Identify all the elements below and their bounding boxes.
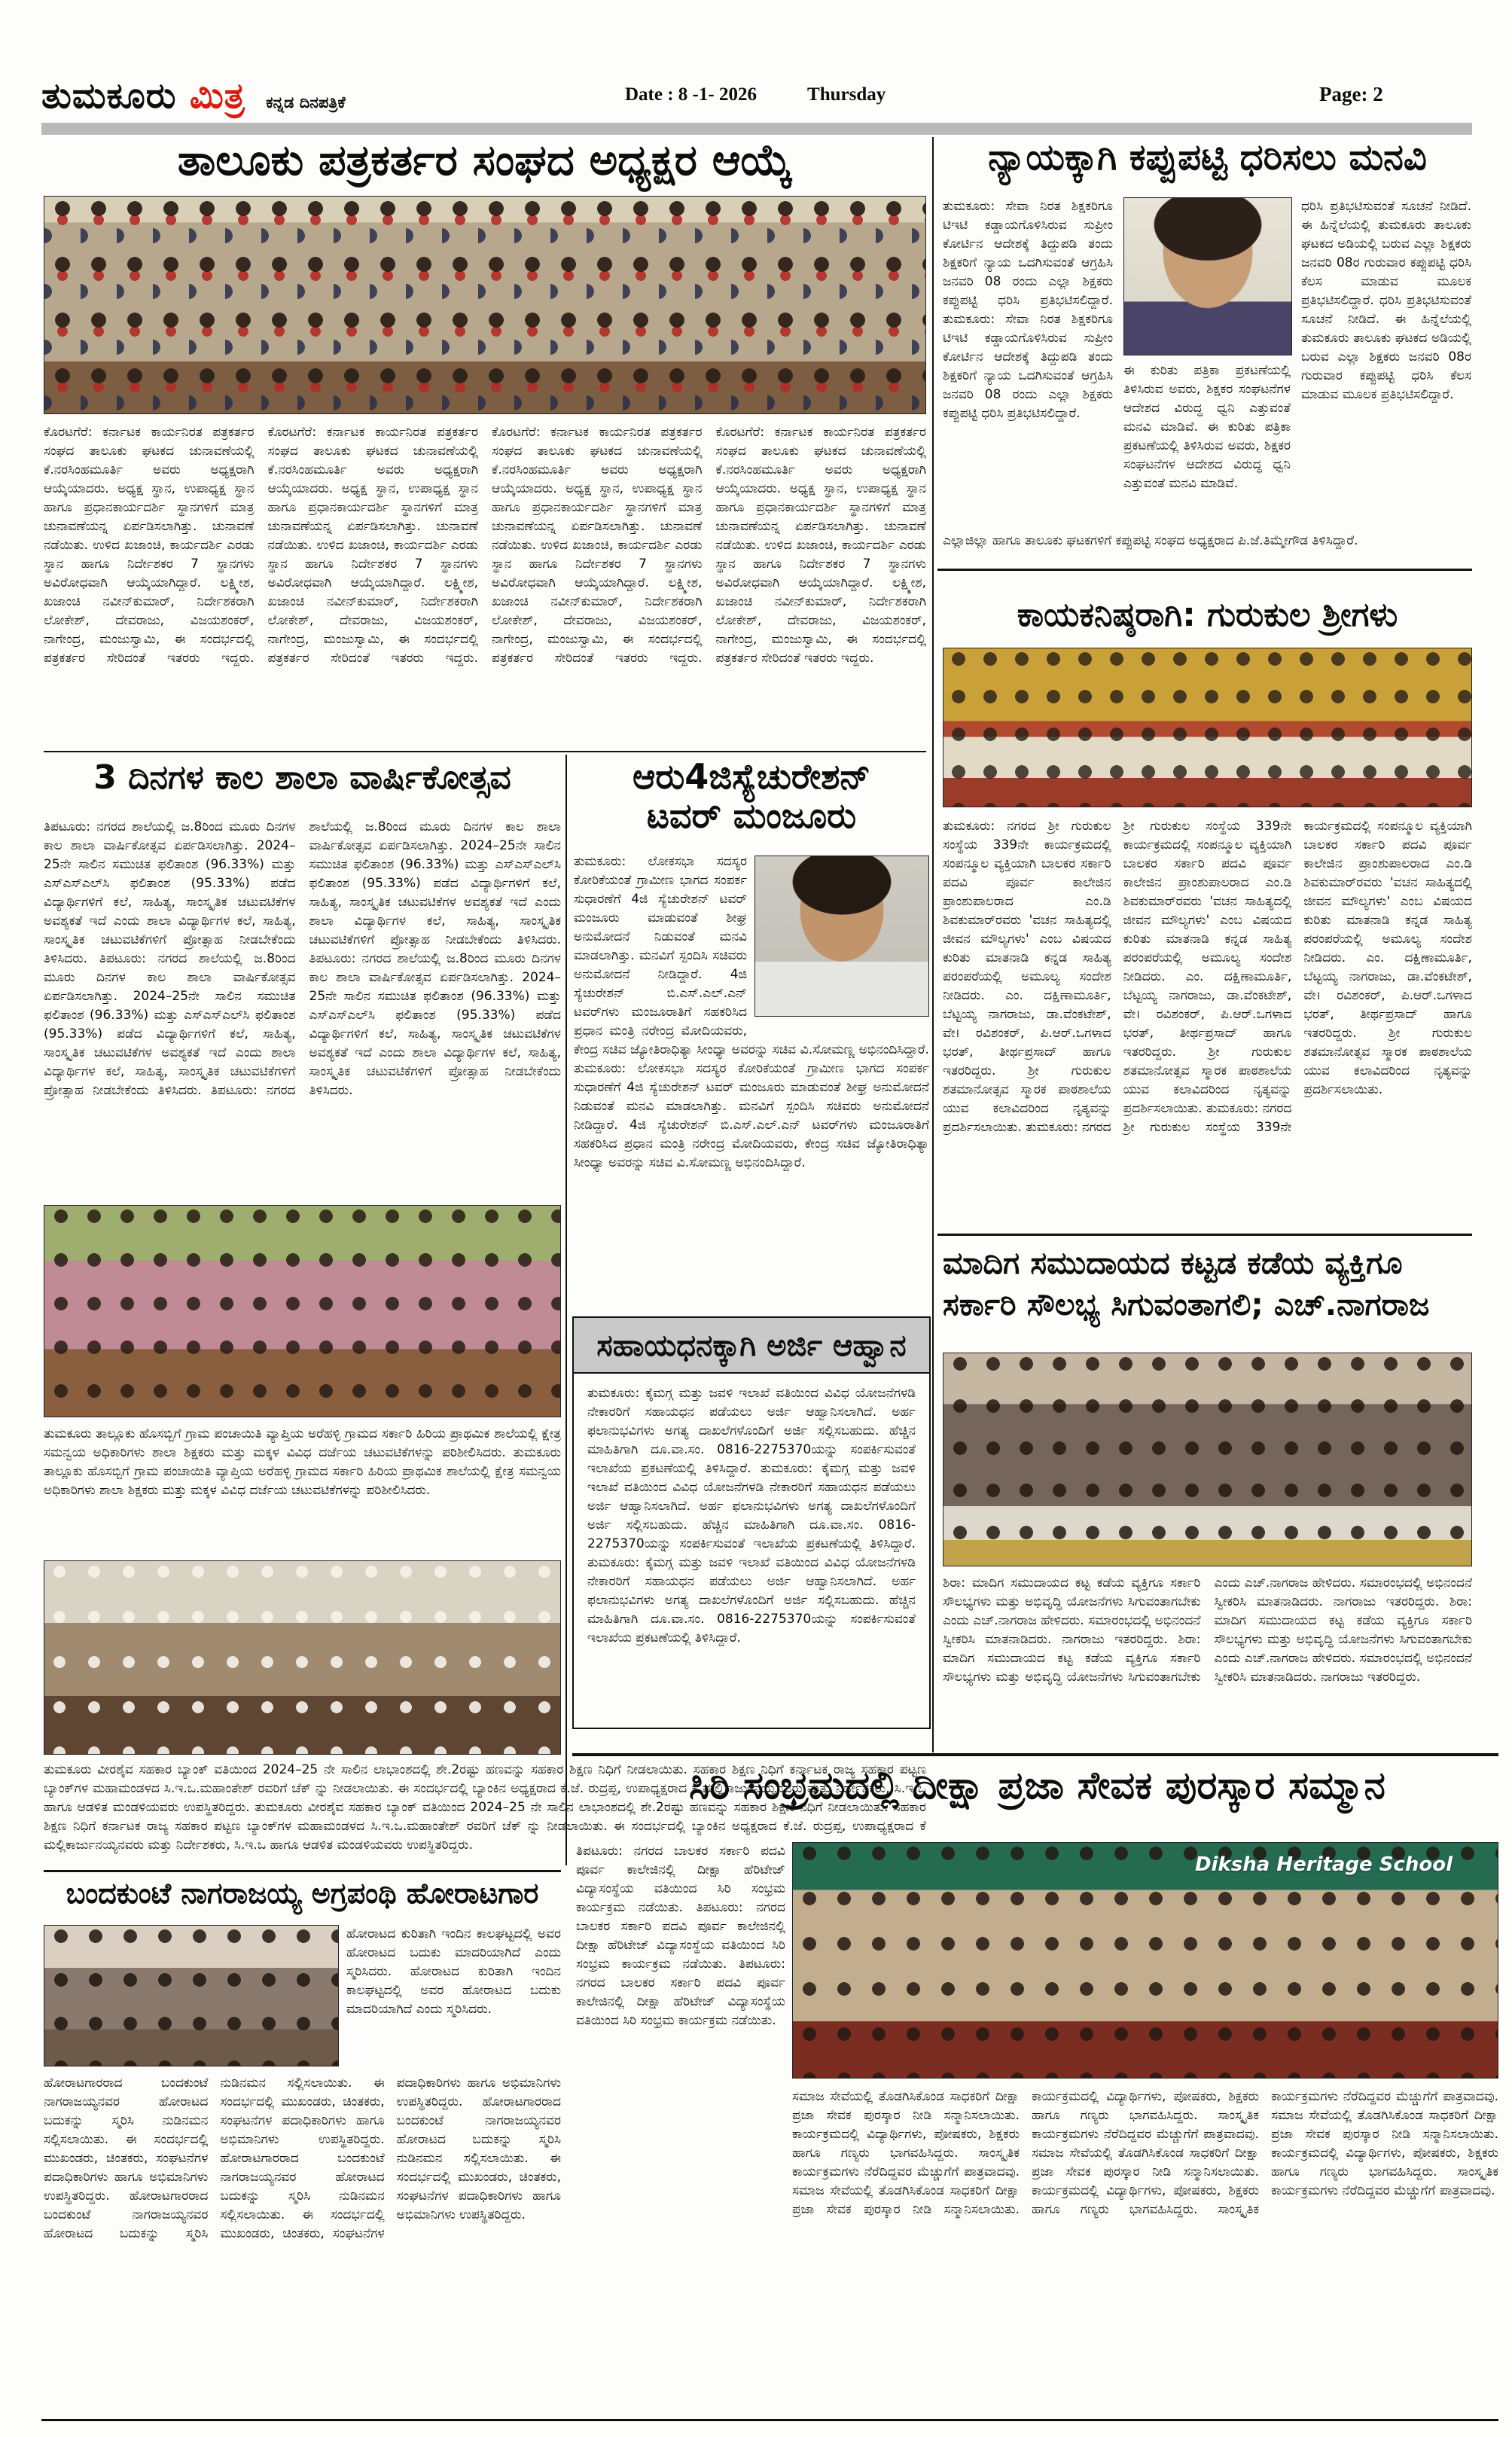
divider xyxy=(572,1753,1498,1756)
tower-body xyxy=(574,852,929,1310)
subsidy-body: ತುಮಕೂರು: ಕೈಮಗ್ಗ ಮತ್ತು ಜವಳಿ ಇಲಾಖೆ ವತಿಯಿಂದ ವಿವಿಧ ಯೋಜನೆಗಳಡಿ ನೇಕಾರರಿಗೆ ಸಹಾಯಧನ ಪಡೆಯಲು ಅರ್ಜಿ ಆಹ್ವಾನಿಸಲಾಗಿದೆ. ಅರ್ಹ ಫಲಾನುಭವಿಗಳು ಅಗತ್ಯ ದಾಖಲೆಗಳೊಂದಿಗೆ ಅರ್ಜಿ ಸಲ್ಲಿಸಬಹುದು. ಹೆಚ್ಚಿನ ಮಾಹಿತಿಗಾಗಿ ದೂ.ವಾ.ಸಂ. 0816-2275370ಯನ್ನು ಸಂಪರ್ಕಿಸುವಂತೆ ಇಲಾಖೆಯ ಪ್ರಕಟಣೆಯಲ್ಲಿ ತಿಳಿಸಿದ್ದಾರೆ. ತುಮಕೂರು: ಕೈಮಗ್ಗ ಮತ್ತು ಜವಳಿ ಇಲಾಖೆ ವತಿಯಿಂದ ವಿವಿಧ ಯೋಜನೆಗಳಡಿ ನೇಕಾರರಿಗೆ ಸಹಾಯಧನ ಪಡೆಯಲು ಅರ್ಜಿ ಆಹ್ವಾನಿಸಲಾಗಿದೆ. ಅರ್ಹ ಫಲಾನುಭವಿಗಳು ಅಗತ್ಯ ದಾಖಲೆಗಳೊಂದಿಗೆ ಅರ್ಜಿ ಸಲ್ಲಿಸಬಹುದು. ಹೆಚ್ಚಿನ ಮಾಹಿತಿಗಾಗಿ ದೂ.ವಾ.ಸಂ. 0816-2275370ಯನ್ನು ಸಂಪರ್ಕಿಸುವಂತೆ ಇಲಾಖೆಯ ಪ್ರಕಟಣೆಯಲ್ಲಿ ತಿಳಿಸಿದ್ದಾರೆ. ತುಮಕೂರು: ಕೈಮಗ್ಗ ಮತ್ತು ಜವಳಿ ಇಲಾಖೆ ವತಿಯಿಂದ ವಿವಿಧ ಯೋಜನೆಗಳಡಿ ನೇಕಾರರಿಗೆ ಸಹಾಯಧನ ಪಡೆಯಲು ಅರ್ಜಿ ಆಹ್ವಾನಿಸಲಾಗಿದೆ. ಅರ್ಹ ಫಲಾನುಭವಿಗಳು ಅಗತ್ಯ ದಾಖಲೆಗಳೊಂದಿಗೆ ಅರ್ಜಿ ಸಲ್ಲಿಸಬಹುದು. ಹೆಚ್ಚಿನ ಮಾಹಿತಿಗಾಗಿ ದೂ.ವಾ.ಸಂ. 0816-2275370ಯನ್ನು ಸಂಪರ್ಕಿಸುವಂತೆ ಇಲಾಖೆಯ ಪ್ರಕಟಣೆಯಲ್ಲಿ ತಿಳಿಸಿದ್ದಾರೆ. xyxy=(587,1386,916,1646)
siri-left-column: ತಿಪಟೂರು: ನಗರದ ಬಾಲಕರ ಸರ್ಕಾರಿ ಪದವಿ ಪೂರ್ವ ಕಾಲೇಜಿನಲ್ಲಿ ದೀಕ್ಷಾ ಹೆರಿಟೇಜ್ ವಿದ್ಯಾಸಂಸ್ಥೆಯ ವತಿಯಿಂದ ಸಿರಿ ಸಂಭ್ರಮ ಕಾರ್ಯಕ್ರಮ ನಡೆಯಿತು. ತಿಪಟೂರು: ನಗರದ ಬಾಲಕರ ಸರ್ಕಾರಿ ಪದವಿ ಪೂರ್ವ ಕಾಲೇಜಿನಲ್ಲಿ ದೀಕ್ಷಾ ಹೆರಿಟೇಜ್ ವಿದ್ಯಾಸಂಸ್ಥೆಯ ವತಿಯಿಂದ ಸಿರಿ ಸಂಭ್ರಮ ಕಾರ್ಯಕ್ರಮ ನಡೆಯಿತು. ತಿಪಟೂರು: ನಗರದ ಬಾಲಕರ ಸರ್ಕಾರಿ ಪದವಿ ಪೂರ್ವ ಕಾಲೇಜಿನಲ್ಲಿ ದೀಕ್ಷಾ ಹೆರಿಟೇಜ್ ವಿದ್ಯಾಸಂಸ್ಥೆಯ ವತಿಯಿಂದ ಸಿರಿ ಸಂಭ್ರಮ ಕಾರ್ಯಕ್ರಮ ನಡೆಯಿತು. xyxy=(576,1844,785,2028)
divider xyxy=(44,751,926,752)
bank-cheque-caption: ತುಮಕೂರು ವೀರಶೈವ ಸಹಕಾರ ಬ್ಯಾಂಕ್ ವತಿಯಿಂದ 2024–25 ನೇ ಸಾಲಿನ ಲಾಭಾಂಶದಲ್ಲಿ ಶೇ.2ರಷ್ಟು ಹಣವನ್ನು ಸಹಕಾರ ಶಿಕ್ಷಣ ನಿಧಿಗೆ ನೀಡಲಾಯಿತು. ಸಹಕಾರ ಶಿಕ್ಷಣ ನಿಧಿಗೆ ಕರ್ನಾಟಕ ರಾಜ್ಯ ಸಹಕಾರ ಪಟ್ಟಣ ಬ್ಯಾಂಕ್‌ಗಳ ಮಹಾಮಂಡಳದ ಸಿ.ಇ.ಒ.ಮಹಾಂತೇಶ್ ರವರಿಗೆ ಚೆಕ್ ನ್ನು ನೀಡಲಾಯಿತು. ಈ ಸಂದರ್ಭದಲ್ಲಿ ಬ್ಯಾಂಕಿನ ಅಧ್ಯಕ್ಷರಾದ ಕೆ.ಜೆ. ರುದ್ರಪ್ಪ, ಉಪಾಧ್ಯಕ್ಷರಾದ ಕೆ ಮಲ್ಲಿಕಾರ್ಜುನಯ್ಯನವರು ಮತ್ತು ನಿರ್ದೇಶಕರು, ಸಿ.ಇ.ಒ ಹಾಗೂ ಆಡಳಿತ ಮಂಡಳಿಯವರು ಉಪಸ್ಥಿತರಿದ್ದರು. ತುಮಕೂರು ವೀರಶೈವ ಸಹಕಾರ ಬ್ಯಾಂಕ್ ವತಿಯಿಂದ 2024–25 ನೇ ಸಾಲಿನ ಲಾಭಾಂಶದಲ್ಲಿ ಶೇ.2ರಷ್ಟು ಹಣವನ್ನು ಸಹಕಾರ ಶಿಕ್ಷಣ ನಿಧಿಗೆ ನೀಡಲಾಯಿತು. ಸಹಕಾರ ಶಿಕ್ಷಣ ನಿಧಿಗೆ ಕರ್ನಾಟಕ ರಾಜ್ಯ ಸಹಕಾರ ಪಟ್ಟಣ ಬ್ಯಾಂಕ್‌ಗಳ ಮಹಾಮಂಡಳದ ಸಿ.ಇ.ಒ.ಮಹಾಂತೇಶ್ ರವರಿಗೆ ಚೆಕ್ ನ್ನು ನೀಡಲಾಯಿತು. ಈ ಸಂದರ್ಭದಲ್ಲಿ ಬ್ಯಾಂಕಿನ ಅಧ್ಯಕ್ಷರಾದ ಕೆ.ಜೆ. ರುದ್ರಪ್ಪ, ಉಪಾಧ್ಯಕ್ಷರಾದ ಕೆ ಮಲ್ಲಿಕಾರ್ಜುನಯ್ಯನವರು ಮತ್ತು ನಿರ್ದೇಶಕರು, ಸಿ.ಇ.ಒ ಹಾಗೂ ಆಡಳಿತ ಮಂಡಳಿಯವರು ಉಪಸ್ಥಿತರಿದ್ದರು. xyxy=(44,1762,926,1853)
headline-tower-line1: ಆರು4ಜಿಸ್ಯೆಚುರೇಶನ್ xyxy=(632,756,870,797)
headline-madiga: ಮಾದಿಗ ಸಮುದಾಯದ ಕಟ್ಟಡ ಕಡೆಯ ವ್ಯಕ್ತಿಗೂ ಸರ್ಕಾರಿ ಸೌಲಭ್ಯ ಸಿಗುವಂತಾಗಲಿ; ಎಚ್.ನಾಗರಾಜ xyxy=(943,1245,1430,1323)
headline-tower-line2: ಟವರ್ ಮಂಜೂರು xyxy=(646,795,857,836)
headline-gurukula: ಕಾಯಕನಿಷ್ಠರಾಗಿ: ಗುರುಕುಲ ಶ್ರೀಗಳು xyxy=(1017,596,1398,634)
stage-banner-text: Diksha Heritage School xyxy=(1194,1853,1453,1876)
madiga-body: ಶಿರಾ: ಮಾದಿಗ ಸಮುದಾಯದ ಕಟ್ಟ ಕಡೆಯ ವ್ಯಕ್ತಿಗೂ ಸರ್ಕಾರಿ ಸೌಲಭ್ಯಗಳು ಮತ್ತು ಅಭಿವೃದ್ಧಿ ಯೋಜನೆಗಳು ಸಿಗುವಂತಾಗಬೇಕು ಎಂದು ಎಚ್.ನಾಗರಾಜ ಹೇಳಿದರು. ಸಮಾರಂಭದಲ್ಲಿ ಅಭಿನಂದನೆ ಸ್ವೀಕರಿಸಿ ಮಾತನಾಡಿದರು. ನಾಗರಾಜು ಇತರರಿದ್ದರು. ಶಿರಾ: ಮಾದಿಗ ಸಮುದಾಯದ ಕಟ್ಟ ಕಡೆಯ ವ್ಯಕ್ತಿಗೂ ಸರ್ಕಾರಿ ಸೌಲಭ್ಯಗಳು ಮತ್ತು ಅಭಿವೃದ್ಧಿ ಯೋಜನೆಗಳು ಸಿಗುವಂತಾಗಬೇಕು ಎಂದು ಎಚ್.ನಾಗರಾಜ ಹೇಳಿದರು. ಸಮಾರಂಭದಲ್ಲಿ ಅಭಿನಂದನೆ ಸ್ವೀಕರಿಸಿ ಮಾತನಾಡಿದರು. ನಾಗರಾಜು ಇತರರಿದ್ದರು. ಶಿರಾ: ಮಾದಿಗ ಸಮುದಾಯದ ಕಟ್ಟ ಕಡೆಯ ವ್ಯಕ್ತಿಗೂ ಸರ್ಕಾರಿ ಸೌಲಭ್ಯಗಳು ಮತ್ತು ಅಭಿವೃದ್ಧಿ ಯೋಜನೆಗಳು ಸಿಗುವಂತಾಗಬೇಕು ಎಂದು ಎಚ್.ನಾಗರಾಜ ಹೇಳಿದರು. ಸಮಾರಂಭದಲ್ಲಿ ಅಭಿನಂದನೆ ಸ್ವೀಕರಿಸಿ ಮಾತನಾಡಿದರು. ನಾಗರಾಜು ಇತರರಿದ್ದರು. xyxy=(943,1575,1472,1685)
masthead-tagline: ಕನ್ನಡ ದಿನಪತ್ರಿಕೆ xyxy=(266,93,346,111)
masthead-title-red: ಮಿತ್ರ xyxy=(189,75,245,117)
siri-award-stage-photo xyxy=(792,1842,1498,2079)
bandakunte-tribute-photo xyxy=(44,1925,339,2066)
headline-black-badge: ನ್ಯಾಯಕ್ಕಾಗಿ ಕಪ್ಪುಪಟ್ಟಿ ಧರಿಸಲು ಮನವಿ xyxy=(988,136,1427,178)
bandakunte-side-text: ಹೋರಾಟದ ಕುರಿತಾಗಿ ಇಂದಿನ ಕಾಲಘಟ್ಟದಲ್ಲಿ ಅವರ ಹೋರಾಟದ ಬದುಕು ಮಾದರಿಯಾಗಿದೆ ಎಂದು ಸ್ಮರಿಸಿದರು. ಹೋರಾಟದ ಕುರಿತಾಗಿ ಇಂದಿನ ಕಾಲಘಟ್ಟದಲ್ಲಿ ಅವರ ಹೋರಾಟದ ಬದುಕು ಮಾದರಿಯಾಗಿದೆ ಎಂದು ಸ್ಮರಿಸಿದರು. xyxy=(346,1926,561,2017)
gurukula-stage-photo xyxy=(943,648,1472,807)
bank-meeting-photo xyxy=(44,1560,561,1755)
date-text: Date : 8 -1- 2026 xyxy=(625,84,757,105)
black-badge-closing: ಎಲ್ಲಾಜಿಲ್ಲಾ ಹಾಗೂ ತಾಲೂಕು ಘಟಕಗಳಿಗೆ ಕಪ್ಪುಪಟ್ಟಿ ಸಂಘದ ಅಧ್ಯಕ್ಷರಾದ ಪಿ.ಜೆ.ತಿಮ್ಮೇಗೌಡ ತಿಳಿಸಿದ್ದಾರೆ. xyxy=(943,533,1358,548)
school-body-1: ತಿಪಟೂರು: ನಗರದ ಶಾಲೆಯಲ್ಲಿ ಜ.8ರಿಂದ ಮೂರು ದಿನಗಳ ಕಾಲ ಶಾಲಾ ವಾರ್ಷಿಕೋತ್ಸವ ಏರ್ಪಡಿಸಲಾಗಿತ್ತು. 2024–25ನೇ ಸಾಲಿನ ಸಮುಚಿತ ಫಲಿತಾಂಶ (96.33%) ಮತ್ತು ಎಸ್‌ಎಸ್‌ಎಲ್‌ಸಿ ಫಲಿತಾಂಶ (95.33%) ಪಡೆದ ವಿದ್ಯಾರ್ಥಿಗಳಿಗೆ ಕಲೆ, ಸಾಹಿತ್ಯ, ಸಾಂಸ್ಕೃತಿಕ ಚಟುವಟಿಕೆಗಳ ಅವಶ್ಯಕತೆ ಇದೆ ಎಂದು ಶಾಲಾ ವಿದ್ಯಾರ್ಥಿಗಳ ಕಲೆ, ಸಾಹಿತ್ಯ, ಸಾಂಸ್ಕೃತಿಕ ಚಟುವಟಿಕೆಗಳಿಗೆ ಪ್ರೋತ್ಸಾಹ ನೀಡಬೇಕೆಂದು ತಿಳಿಸಿದರು. ತಿಪಟೂರು: ನಗರದ ಶಾಲೆಯಲ್ಲಿ ಜ.8ರಿಂದ ಮೂರು ದಿನಗಳ ಕಾಲ ಶಾಲಾ ವಾರ್ಷಿಕೋತ್ಸವ ಏರ್ಪಡಿಸಲಾಗಿತ್ತು. 2024–25ನೇ ಸಾಲಿನ ಸಮುಚಿತ ಫಲಿತಾಂಶ (96.33%) ಮತ್ತು ಎಸ್‌ಎಸ್‌ಎಲ್‌ಸಿ ಫಲಿತಾಂಶ (95.33%) ಪಡೆದ ವಿದ್ಯಾರ್ಥಿಗಳಿಗೆ ಕಲೆ, ಸಾಹಿತ್ಯ, ಸಾಂಸ್ಕೃತಿಕ ಚಟುವಟಿಕೆಗಳ ಅವಶ್ಯಕತೆ ಇದೆ ಎಂದು ಶಾಲಾ ವಿದ್ಯಾರ್ಥಿಗಳ ಕಲೆ, ಸಾಹಿತ್ಯ, ಸಾಂಸ್ಕೃತಿಕ ಚಟುವಟಿಕೆಗಳಿಗೆ ಪ್ರೋತ್ಸಾಹ ನೀಡಬೇಕೆಂದು ತಿಳಿಸಿದರು. ತಿಪಟೂರು: ನಗರದ ಶಾಲೆಯಲ್ಲಿ ಜ.8ರಿಂದ ಮೂರು ದಿನಗಳ ಕಾಲ ಶಾಲಾ ವಾರ್ಷಿಕೋತ್ಸವ ಏರ್ಪಡಿಸಲಾಗಿತ್ತು. 2024–25ನೇ ಸಾಲಿನ ಸಮುಚಿತ ಫಲಿತಾಂಶ (96.33%) ಮತ್ತು ಎಸ್‌ಎಸ್‌ಎಲ್‌ಸಿ ಫಲಿತಾಂಶ (95.33%) ಪಡೆದ ವಿದ್ಯಾರ್ಥಿಗಳಿಗೆ ಕಲೆ, ಸಾಹಿತ್ಯ, ಸಾಂಸ್ಕೃತಿಕ ಚಟುವಟಿಕೆಗಳ ಅವಶ್ಯಕತೆ ಇದೆ ಎಂದು ಶಾಲಾ ವಿದ್ಯಾರ್ಥಿಗಳ ಕಲೆ, ಸಾಹಿತ್ಯ, ಸಾಂಸ್ಕೃತಿಕ ಚಟುವಟಿಕೆಗಳಿಗೆ ಪ್ರೋತ್ಸಾಹ ನೀಡಬೇಕೆಂದು ತಿಳಿಸಿದರು. ತಿಪಟೂರು: ನಗರದ ಶಾಲೆಯಲ್ಲಿ ಜ.8ರಿಂದ ಮೂರು ದಿನಗಳ ಕಾಲ ಶಾಲಾ ವಾರ್ಷಿಕೋತ್ಸವ ಏರ್ಪಡಿಸಲಾಗಿತ್ತು. 2024–25ನೇ ಸಾಲಿನ ಸಮುಚಿತ ಫಲಿತಾಂಶ (96.33%) ಮತ್ತು ಎಸ್‌ಎಸ್‌ಎಲ್‌ಸಿ ಫಲಿತಾಂಶ (95.33%) ಪಡೆದ ವಿದ್ಯಾರ್ಥಿಗಳಿಗೆ ಕಲೆ, ಸಾಹಿತ್ಯ, ಸಾಂಸ್ಕೃತಿಕ ಚಟುವಟಿಕೆಗಳ ಅವಶ್ಯಕತೆ ಇದೆ ಎಂದು ಶಾಲಾ ವಿದ್ಯಾರ್ಥಿಗಳ ಕಲೆ, ಸಾಹಿತ್ಯ, ಸಾಂಸ್ಕೃತಿಕ ಚಟುವಟಿಕೆಗಳಿಗೆ ಪ್ರೋತ್ಸಾಹ ನೀಡಬೇಕೆಂದು ತಿಳಿಸಿದರು. xyxy=(44,819,561,1098)
header-divider-bar xyxy=(41,123,1472,135)
headline-press-union: ತಾಲೂಕು ಪತ್ರಕರ್ತರ ಸಂಘದ ಅಧ್ಯಕ್ಷರ ಆಯ್ಕೆ xyxy=(177,136,793,185)
bandakunte-body: ಹೋರಾಟಗಾರರಾದ ಬಂದಕುಂಟೆ ನಾಗರಾಜಯ್ಯನವರ ಹೋರಾಟದ ಬದುಕನ್ನು ಸ್ಮರಿಸಿ ನುಡಿನಮನ ಸಲ್ಲಿಸಲಾಯಿತು. ಈ ಸಂದರ್ಭದಲ್ಲಿ ಮುಖಂಡರು, ಚಿಂತಕರು, ಸಂಘಟನೆಗಳ ಪದಾಧಿಕಾರಿಗಳು ಹಾಗೂ ಅಭಿಮಾನಿಗಳು ಉಪಸ್ಥಿತರಿದ್ದರು. ಹೋರಾಟಗಾರರಾದ ಬಂದಕುಂಟೆ ನಾಗರಾಜಯ್ಯನವರ ಹೋರಾಟದ ಬದುಕನ್ನು ಸ್ಮರಿಸಿ ನುಡಿನಮನ ಸಲ್ಲಿಸಲಾಯಿತು. ಈ ಸಂದರ್ಭದಲ್ಲಿ ಮುಖಂಡರು, ಚಿಂತಕರು, ಸಂಘಟನೆಗಳ ಪದಾಧಿಕಾರಿಗಳು ಹಾಗೂ ಅಭಿಮಾನಿಗಳು ಉಪಸ್ಥಿತರಿದ್ದರು. ಹೋರಾಟಗಾರರಾದ ಬಂದಕುಂಟೆ ನಾಗರಾಜಯ್ಯನವರ ಹೋರಾಟದ ಬದುಕನ್ನು ಸ್ಮರಿಸಿ ನುಡಿನಮನ ಸಲ್ಲಿಸಲಾಯಿತು. ಈ ಸಂದರ್ಭದಲ್ಲಿ ಮುಖಂಡರು, ಚಿಂತಕರು, ಸಂಘಟನೆಗಳ ಪದಾಧಿಕಾರಿಗಳು ಹಾಗೂ ಅಭಿಮಾನಿಗಳು ಉಪಸ್ಥಿತರಿದ್ದರು. ಹೋರಾಟಗಾರರಾದ ಬಂದಕುಂಟೆ ನಾಗರಾಜಯ್ಯನವರ ಹೋರಾಟದ ಬದುಕನ್ನು ಸ್ಮರಿಸಿ ನುಡಿನಮನ ಸಲ್ಲಿಸಲಾಯಿತು. ಈ ಸಂದರ್ಭದಲ್ಲಿ ಮುಖಂಡರು, ಚಿಂತಕರು, ಸಂಘಟನೆಗಳ ಪದಾಧಿಕಾರಿಗಳು ಹಾಗೂ ಅಭಿಮಾನಿಗಳು ಉಪಸ್ಥಿತರಿದ್ದರು. xyxy=(44,2076,561,2241)
subsidy-box xyxy=(572,1316,931,1729)
column-divider-left xyxy=(565,755,567,1865)
tower-body-text: ತುಮಕೂರು: ಲೋಕಸಭಾ ಸದಸ್ಯರ ಕೋರಿಕೆಯಂತೆ ಗ್ರಾಮೀಣ ಭಾಗದ ಸಂಪರ್ಕ ಸುಧಾರಣೆಗೆ 4ಜಿ ಸ್ಯೆಚುರೇಶನ್ ಟವರ್ ಮಂಜೂರು ಮಾಡುವಂತೆ ಶೀಘ್ರ ಅನುಮೋದನೆ ನಿಡುವಂತೆ ಮನವಿ ಮಾಡಲಾಗಿತ್ತು. ಮನವಿಗೆ ಸ್ಪಂದಿಸಿ ಸಚಿವರು ಅನುಮೋದನೆ ನೀಡಿದ್ದಾರೆ. 4ಜಿ ಸ್ಯೆಚುರೇಶನ್ ಬಿ.ಎಸ್.ಎಲ್.ಎನ್ ಟವರ್‌ಗಳು ಮಂಜೂರಾತಿಗೆ ಸಹಕರಿಸಿದ ಪ್ರಧಾನ ಮಂತ್ರಿ ನರೇಂದ್ರ ಮೋದಿಯವರು, ಕೇಂದ್ರ ಸಚಿವ ಜ್ಯೋತಿರಾಧಿತ್ಯಾ ಸೀಂಧ್ಯಾ ಅವರನ್ನು ಸಚಿವ ವಿ.ಸೋಮಣ್ಣ ಅಭಿನಂದಿಸಿದ್ದಾರೆ. ತುಮಕೂರು: ಲೋಕಸಭಾ ಸದಸ್ಯರ ಕೋರಿಕೆಯಂತೆ ಗ್ರಾಮೀಣ ಭಾಗದ ಸಂಪರ್ಕ ಸುಧಾರಣೆಗೆ 4ಜಿ ಸ್ಯೆಚುರೇಶನ್ ಟವರ್ ಮಂಜೂರು ಮಾಡುವಂತೆ ಶೀಘ್ರ ಅನುಮೋದನೆ ನಿಡುವಂತೆ ಮನವಿ ಮಾಡಲಾಗಿತ್ತು. ಮನವಿಗೆ ಸ್ಪಂದಿಸಿ ಸಚಿವರು ಅನುಮೋದನೆ ನೀಡಿದ್ದಾರೆ. 4ಜಿ ಸ್ಯೆಚುರೇಶನ್ ಬಿ.ಎಸ್.ಎಲ್.ಎನ್ ಟವರ್‌ಗಳು ಮಂಜೂರಾತಿಗೆ ಸಹಕರಿಸಿದ ಪ್ರಧಾನ ಮಂತ್ರಿ ನರೇಂದ್ರ ಮೋದಿಯವರು, ಕೇಂದ್ರ ಸಚಿವ ಜ್ಯೋತಿರಾಧಿತ್ಯಾ ಸೀಂಧ್ಯಾ ಅವರನ್ನು ಸಚಿವ ವಿ.ಸೋಮಣ್ಣ ಅಭಿನಂದಿಸಿದ್ದಾರೆ. xyxy=(574,854,929,1170)
date-label xyxy=(625,84,886,105)
headline-school-annual: 3 ದಿನಗಳ ಕಾಲ ಶಾಲಾ ವಾರ್ಷಿಕೋತ್ಸವ xyxy=(93,758,511,797)
divider xyxy=(44,1870,561,1872)
column-divider-main xyxy=(932,137,934,1752)
gurukula-body: ತುಮಕೂರು: ನಗರದ ಶ್ರೀ ಗುರುಕುಲ ಸಂಸ್ಥೆಯ 339ನೇ ಕಾರ್ಯಕ್ರಮದಲ್ಲಿ ಸಂಪನ್ಮೂಲ ವ್ಯಕ್ತಿಯಾಗಿ ಬಾಲಕರ ಸರ್ಕಾರಿ ಪದವಿ ಪೂರ್ವ ಕಾಲೇಜಿನ ಪ್ರಾಂಶುಪಾಲರಾದ ಎಂ.ಡಿ ಶಿವಕುಮಾರ್‌ರವರು 'ವಚನ ಸಾಹಿತ್ಯದಲ್ಲಿ ಜೀವನ ಮೌಲ್ಯಗಳು' ಎಂಬ ವಿಷಯದ ಕುರಿತು ಮಾತನಾಡಿ ಕನ್ನಡ ಸಾಹಿತ್ಯ ಪರಂಪರೆಯಲ್ಲಿ ಅಮೂಲ್ಯ ಸಂದೇಶ ನೀಡಿದರು. ಎಂ. ದಕ್ಷಿಣಾಮೂರ್ತಿ, ಬೆಟ್ಟಯ್ಯ ನಾಗರಾಜು, ಡಾ.ವೆಂಕಟೇಶ್, ವೇ। ರವಿಶಂಕರ್, ಪಿ.ಆರ್.ಒಗಳಾದ ಭರತ್, ತೀರ್ಥಪ್ರಸಾದ್ ಹಾಗೂ ಇತರರಿದ್ದರು. ಶ್ರೀ ಗುರುಕುಲ ಶತಮಾನೋತ್ಸವ ಸ್ಮಾರಕ ಪಾಠಶಾಲೆಯ ಯುವ ಕಲಾವಿದರಿಂದ ನೃತ್ಯವನ್ನು ಪ್ರದರ್ಶಿಸಲಾಯಿತು. ತುಮಕೂರು: ನಗರದ ಶ್ರೀ ಗುರುಕುಲ ಸಂಸ್ಥೆಯ 339ನೇ ಕಾರ್ಯಕ್ರಮದಲ್ಲಿ ಸಂಪನ್ಮೂಲ ವ್ಯಕ್ತಿಯಾಗಿ ಬಾಲಕರ ಸರ್ಕಾರಿ ಪದವಿ ಪೂರ್ವ ಕಾಲೇಜಿನ ಪ್ರಾಂಶುಪಾಲರಾದ ಎಂ.ಡಿ ಶಿವಕುಮಾರ್‌ರವರು 'ವಚನ ಸಾಹಿತ್ಯದಲ್ಲಿ ಜೀವನ ಮೌಲ್ಯಗಳು' ಎಂಬ ವಿಷಯದ ಕುರಿತು ಮಾತನಾಡಿ ಕನ್ನಡ ಸಾಹಿತ್ಯ ಪರಂಪರೆಯಲ್ಲಿ ಅಮೂಲ್ಯ ಸಂದೇಶ ನೀಡಿದರು. ಎಂ. ದಕ್ಷಿಣಾಮೂರ್ತಿ, ಬೆಟ್ಟಯ್ಯ ನಾಗರಾಜು, ಡಾ.ವೆಂಕಟೇಶ್, ವೇ। ರವಿಶಂಕರ್, ಪಿ.ಆರ್.ಒಗಳಾದ ಭರತ್, ತೀರ್ಥಪ್ರಸಾದ್ ಹಾಗೂ ಇತರರಿದ್ದರು. ಶ್ರೀ ಗುರುಕುಲ ಶತಮಾನೋತ್ಸವ ಸ್ಮಾರಕ ಪಾಠಶಾಲೆಯ ಯುವ ಕಲಾವಿದರಿಂದ ನೃತ್ಯವನ್ನು ಪ್ರದರ್ಶಿಸಲಾಯಿತು. ತುಮಕೂರು: ನಗರದ ಶ್ರೀ ಗುರುಕುಲ ಸಂಸ್ಥೆಯ 339ನೇ ಕಾರ್ಯಕ್ರಮದಲ್ಲಿ ಸಂಪನ್ಮೂಲ ವ್ಯಕ್ತಿಯಾಗಿ ಬಾಲಕರ ಸರ್ಕಾರಿ ಪದವಿ ಪೂರ್ವ ಕಾಲೇಜಿನ ಪ್ರಾಂಶುಪಾಲರಾದ ಎಂ.ಡಿ ಶಿವಕುಮಾರ್‌ರವರು 'ವಚನ ಸಾಹಿತ್ಯದಲ್ಲಿ ಜೀವನ ಮೌಲ್ಯಗಳು' ಎಂಬ ವಿಷಯದ ಕುರಿತು ಮಾತನಾಡಿ ಕನ್ನಡ ಸಾಹಿತ್ಯ ಪರಂಪರೆಯಲ್ಲಿ ಅಮೂಲ್ಯ ಸಂದೇಶ ನೀಡಿದರು. ಎಂ. ದಕ್ಷಿಣಾಮೂರ್ತಿ, ಬೆಟ್ಟಯ್ಯ ನಾಗರಾಜು, ಡಾ.ವೆಂಕಟೇಶ್, ವೇ। ರವಿಶಂಕರ್, ಪಿ.ಆರ್.ಒಗಳಾದ ಭರತ್, ತೀರ್ಥಪ್ರಸಾದ್ ಹಾಗೂ ಇತರರಿದ್ದರು. ಶ್ರೀ ಗುರುಕುಲ ಶತಮಾನೋತ್ಸವ ಸ್ಮಾರಕ ಪಾಠಶಾಲೆಯ ಯುವ ಕಲಾವಿದರಿಂದ ನೃತ್ಯವನ್ನು ಪ್ರದರ್ಶಿಸಲಾಯಿತು. xyxy=(943,819,1472,1135)
siri-bottom-body: ಸಮಾಜ ಸೇವೆಯಲ್ಲಿ ತೊಡಗಿಸಿಕೊಂಡ ಸಾಧಕರಿಗೆ ದೀಕ್ಷಾ ಪ್ರಜಾ ಸೇವಕ ಪುರಸ್ಕಾರ ನೀಡಿ ಸನ್ಮಾನಿಸಲಾಯಿತು. ಕಾರ್ಯಕ್ರಮದಲ್ಲಿ ವಿದ್ಯಾರ್ಥಿಗಳು, ಪೋಷಕರು, ಶಿಕ್ಷಕರು ಹಾಗೂ ಗಣ್ಯರು ಭಾಗವಹಿಸಿದ್ದರು. ಸಾಂಸ್ಕೃತಿಕ ಕಾರ್ಯಕ್ರಮಗಳು ನೆರೆದಿದ್ದವರ ಮೆಚ್ಚುಗೆಗೆ ಪಾತ್ರವಾದವು. ಸಮಾಜ ಸೇವೆಯಲ್ಲಿ ತೊಡಗಿಸಿಕೊಂಡ ಸಾಧಕರಿಗೆ ದೀಕ್ಷಾ ಪ್ರಜಾ ಸೇವಕ ಪುರಸ್ಕಾರ ನೀಡಿ ಸನ್ಮಾನಿಸಲಾಯಿತು. ಕಾರ್ಯಕ್ರಮದಲ್ಲಿ ವಿದ್ಯಾರ್ಥಿಗಳು, ಪೋಷಕರು, ಶಿಕ್ಷಕರು ಹಾಗೂ ಗಣ್ಯರು ಭಾಗವಹಿಸಿದ್ದರು. ಸಾಂಸ್ಕೃತಿಕ ಕಾರ್ಯಕ್ರಮಗಳು ನೆರೆದಿದ್ದವರ ಮೆಚ್ಚುಗೆಗೆ ಪಾತ್ರವಾದವು. ಸಮಾಜ ಸೇವೆಯಲ್ಲಿ ತೊಡಗಿಸಿಕೊಂಡ ಸಾಧಕರಿಗೆ ದೀಕ್ಷಾ ಪ್ರಜಾ ಸೇವಕ ಪುರಸ್ಕಾರ ನೀಡಿ ಸನ್ಮಾನಿಸಲಾಯಿತು. ಕಾರ್ಯಕ್ರಮದಲ್ಲಿ ವಿದ್ಯಾರ್ಥಿಗಳು, ಪೋಷಕರು, ಶಿಕ್ಷಕರು ಹಾಗೂ ಗಣ್ಯರು ಭಾಗವಹಿಸಿದ್ದರು. ಸಾಂಸ್ಕೃತಿಕ ಕಾರ್ಯಕ್ರಮಗಳು ನೆರೆದಿದ್ದವರ ಮೆಚ್ಚುಗೆಗೆ ಪಾತ್ರವಾದವು. ಸಮಾಜ ಸೇವೆಯಲ್ಲಿ ತೊಡಗಿಸಿಕೊಂಡ ಸಾಧಕರಿಗೆ ದೀಕ್ಷಾ ಪ್ರಜಾ ಸೇವಕ ಪುರಸ್ಕಾರ ನೀಡಿ ಸನ್ಮಾನಿಸಲಾಯಿತು. ಕಾರ್ಯಕ್ರಮದಲ್ಲಿ ವಿದ್ಯಾರ್ಥಿಗಳು, ಪೋಷಕರು, ಶಿಕ್ಷಕರು ಹಾಗೂ ಗಣ್ಯರು ಭಾಗವಹಿಸಿದ್ದರು. ಸಾಂಸ್ಕೃತಿಕ ಕಾರ್ಯಕ್ರಮಗಳು ನೆರೆದಿದ್ದವರ ಮೆಚ್ಚುಗೆಗೆ ಪಾತ್ರವಾದವು. xyxy=(792,2089,1498,2217)
madiga-felicitation-photo xyxy=(943,1353,1472,1566)
black-badge-col3: ಧರಿಸಿ ಪ್ರತಿಭಟಿಸುವಂತೆ ಸೂಚನೆ ನೀಡಿದೆ. ಈ ಹಿನ್ನೆಲೆಯಲ್ಲಿ ತುಮಕೂರು ತಾಲೂಕು ಘಟಕದ ಅಡಿಯಲ್ಲಿ ಬರುವ ಎಲ್ಲಾ ಶಿಕ್ಷಕರು ಜನವರಿ 08ರ ಗುರುವಾರ ಕಪ್ಪುಪಟ್ಟಿ ಧರಿಸಿ ಕೆಲಸ ಮಾಡುವ ಮೂಲಕ ಪ್ರತಿಭಟಿಸಲಿದ್ದಾರೆ. ಧರಿಸಿ ಪ್ರತಿಭಟಿಸುವಂತೆ ಸೂಚನೆ ನೀಡಿದೆ. ಈ ಹಿನ್ನೆಲೆಯಲ್ಲಿ ತುಮಕೂರು ತಾಲೂಕು ಘಟಕದ ಅಡಿಯಲ್ಲಿ ಬರುವ ಎಲ್ಲಾ ಶಿಕ್ಷಕರು ಜನವರಿ 08ರ ಗುರುವಾರ ಕಪ್ಪುಪಟ್ಟಿ ಧರಿಸಿ ಕೆಲಸ ಮಾಡುವ ಮೂಲಕ ಪ್ರತಿಭಟಿಸಲಿದ್ದಾರೆ. xyxy=(1301,199,1471,402)
press-union-body: ಕೊರಟಗೆರೆ: ಕರ್ನಾಟಕ ಕಾರ್ಯನಿರತ ಪತ್ರಕರ್ತರ ಸಂಘದ ತಾಲೂಕು ಘಟಕದ ಚುನಾವಣೆಯಲ್ಲಿ ಕೆ.ನರಸಿಂಹಮೂರ್ತಿ ಅವರು ಅಧ್ಯಕ್ಷರಾಗಿ ಆಯ್ಕೆಯಾದರು. ಅಧ್ಯಕ್ಷ ಸ್ಥಾನ, ಉಪಾಧ್ಯಕ್ಷ ಸ್ಥಾನ ಹಾಗೂ ಪ್ರಧಾನಕಾರ್ಯದರ್ಶಿ ಸ್ಥಾನಗಳಿಗೆ ಮಾತ್ರ ಚುನಾವಣೆಯನ್ನ ಏರ್ಪಡಿಸಲಾಗಿತ್ತು. ಚುನಾವಣೆ ನಡೆಯಿತು. ಉಳಿದ ಖಜಾಂಚಿ, ಕಾರ್ಯದರ್ಶಿ ಎರಡು ಸ್ಥಾನ ಹಾಗೂ ನಿರ್ದೇಶಕರ 7 ಸ್ಥಾನಗಳು ಅವಿರೋಧವಾಗಿ ಆಯ್ಕೆಯಾಗಿದ್ದಾರೆ. ಲಕ್ಷ್ಮೀಶ, ಖಜಾಂಚಿ ನವೀನ್‌ಕುಮಾರ್, ನಿರ್ದೇಶಕರಾಗಿ ಲೋಕೇಶ್, ದೇವರಾಜು, ವಿಜಯಶಂಕರ್, ನಾಗೇಂದ್ರ, ಮಂಜುಸ್ವಾಮಿ, ಈ ಸಂದರ್ಭದಲ್ಲಿ ಪತ್ರಕರ್ತರ ಸೇರಿದಂತೆ ಇತರರು ಇದ್ದರು. ಕೊರಟಗೆರೆ: ಕರ್ನಾಟಕ ಕಾರ್ಯನಿರತ ಪತ್ರಕರ್ತರ ಸಂಘದ ತಾಲೂಕು ಘಟಕದ ಚುನಾವಣೆಯಲ್ಲಿ ಕೆ.ನರಸಿಂಹಮೂರ್ತಿ ಅವರು ಅಧ್ಯಕ್ಷರಾಗಿ ಆಯ್ಕೆಯಾದರು. ಅಧ್ಯಕ್ಷ ಸ್ಥಾನ, ಉಪಾಧ್ಯಕ್ಷ ಸ್ಥಾನ ಹಾಗೂ ಪ್ರಧಾನಕಾರ್ಯದರ್ಶಿ ಸ್ಥಾನಗಳಿಗೆ ಮಾತ್ರ ಚುನಾವಣೆಯನ್ನ ಏರ್ಪಡಿಸಲಾಗಿತ್ತು. ಚುನಾವಣೆ ನಡೆಯಿತು. ಉಳಿದ ಖಜಾಂಚಿ, ಕಾರ್ಯದರ್ಶಿ ಎರಡು ಸ್ಥಾನ ಹಾಗೂ ನಿರ್ದೇಶಕರ 7 ಸ್ಥಾನಗಳು ಅವಿರೋಧವಾಗಿ ಆಯ್ಕೆಯಾಗಿದ್ದಾರೆ. ಲಕ್ಷ್ಮೀಶ, ಖಜಾಂಚಿ ನವೀನ್‌ಕುಮಾರ್, ನಿರ್ದೇಶಕರಾಗಿ ಲೋಕೇಶ್, ದೇವರಾಜು, ವಿಜಯಶಂಕರ್, ನಾಗೇಂದ್ರ, ಮಂಜುಸ್ವಾಮಿ, ಈ ಸಂದರ್ಭದಲ್ಲಿ ಪತ್ರಕರ್ತರ ಸೇರಿದಂತೆ ಇತರರು ಇದ್ದರು. ಕೊರಟಗೆರೆ: ಕರ್ನಾಟಕ ಕಾರ್ಯನಿರತ ಪತ್ರಕರ್ತರ ಸಂಘದ ತಾಲೂಕು ಘಟಕದ ಚುನಾವಣೆಯಲ್ಲಿ ಕೆ.ನರಸಿಂಹಮೂರ್ತಿ ಅವರು ಅಧ್ಯಕ್ಷರಾಗಿ ಆಯ್ಕೆಯಾದರು. ಅಧ್ಯಕ್ಷ ಸ್ಥಾನ, ಉಪಾಧ್ಯಕ್ಷ ಸ್ಥಾನ ಹಾಗೂ ಪ್ರಧಾನಕಾರ್ಯದರ್ಶಿ ಸ್ಥಾನಗಳಿಗೆ ಮಾತ್ರ ಚುನಾವಣೆಯನ್ನ ಏರ್ಪಡಿಸಲಾಗಿತ್ತು. ಚುನಾವಣೆ ನಡೆಯಿತು. ಉಳಿದ ಖಜಾಂಚಿ, ಕಾರ್ಯದರ್ಶಿ ಎರಡು ಸ್ಥಾನ ಹಾಗೂ ನಿರ್ದೇಶಕರ 7 ಸ್ಥಾನಗಳು ಅವಿರೋಧವಾಗಿ ಆಯ್ಕೆಯಾಗಿದ್ದಾರೆ. ಲಕ್ಷ್ಮೀಶ, ಖಜಾಂಚಿ ನವೀನ್‌ಕುಮಾರ್, ನಿರ್ದೇಶಕರಾಗಿ ಲೋಕೇಶ್, ದೇವರಾಜು, ವಿಜಯಶಂಕರ್, ನಾಗೇಂದ್ರ, ಮಂಜುಸ್ವಾಮಿ, ಈ ಸಂದರ್ಭದಲ್ಲಿ ಪತ್ರಕರ್ತರ ಸೇರಿದಂತೆ ಇತರರು ಇದ್ದರು. ಕೊರಟಗೆರೆ: ಕರ್ನಾಟಕ ಕಾರ್ಯನಿರತ ಪತ್ರಕರ್ತರ ಸಂಘದ ತಾಲೂಕು ಘಟಕದ ಚುನಾವಣೆಯಲ್ಲಿ ಕೆ.ನರಸಿಂಹಮೂರ್ತಿ ಅವರು ಅಧ್ಯಕ್ಷರಾಗಿ ಆಯ್ಕೆಯಾದರು. ಅಧ್ಯಕ್ಷ ಸ್ಥಾನ, ಉಪಾಧ್ಯಕ್ಷ ಸ್ಥಾನ ಹಾಗೂ ಪ್ರಧಾನಕಾರ್ಯದರ್ಶಿ ಸ್ಥಾನಗಳಿಗೆ ಮಾತ್ರ ಚುನಾವಣೆಯನ್ನ ಏರ್ಪಡಿಸಲಾಗಿತ್ತು. ಚುನಾವಣೆ ನಡೆಯಿತು. ಉಳಿದ ಖಜಾಂಚಿ, ಕಾರ್ಯದರ್ಶಿ ಎರಡು ಸ್ಥಾನ ಹಾಗೂ ನಿರ್ದೇಶಕರ 7 ಸ್ಥಾನಗಳು ಅವಿರೋಧವಾಗಿ ಆಯ್ಕೆಯಾಗಿದ್ದಾರೆ. ಲಕ್ಷ್ಮೀಶ, ಖಜಾಂಚಿ ನವೀನ್‌ಕುಮಾರ್, ನಿರ್ದೇಶಕರಾಗಿ ಲೋಕೇಶ್, ದೇವರಾಜು, ವಿಜಯಶಂಕರ್, ನಾಗೇಂದ್ರ, ಮಂಜುಸ್ವಾಮಿ, ಈ ಸಂದರ್ಭದಲ್ಲಿ ಪತ್ರಕರ್ತರ ಸೇರಿದಂತೆ ಇತರರು ಇದ್ದರು. xyxy=(44,425,926,666)
headline-subsidy: ಸಹಾಯಧನಕ್ಕಾಗಿ ಅರ್ಜಿ ಆಹ್ವಾನ xyxy=(574,1318,929,1374)
masthead-title-black: ತುಮಕೂರು xyxy=(41,75,177,117)
headline-tower xyxy=(574,758,929,835)
page-number: Page: 2 xyxy=(1319,83,1383,105)
school-event-photo xyxy=(44,1205,561,1417)
black-badge-col1: ತುಮಕೂರು: ಸೇವಾ ನಿರತ ಶಿಕ್ಷಕರಿಗೂ ಟಿಇಟಿ ಕಡ್ಡಾಯಗೊಳಿಸಿರುವ ಸುಪ್ರೀಂ ಕೋರ್ಟಿನ ಆದೇಶಕ್ಕೆ ತಿದ್ದುಪಡಿ ತಂದು ಶಿಕ್ಷಕರಿಗೆ ನ್ಯಾಯ ಒದಗಿಸುವಂತೆ ಆಗ್ರಹಿಸಿ ಜನವರಿ 08 ರಂದು ಎಲ್ಲಾ ಶಿಕ್ಷಕರು ಕಪ್ಪುಪಟ್ಟಿ ಧರಿಸಿ ಪ್ರತಿಭಟಿಸಲಿದ್ದಾರೆ. ತುಮಕೂರು: ಸೇವಾ ನಿರತ ಶಿಕ್ಷಕರಿಗೂ ಟಿಇಟಿ ಕಡ್ಡಾಯಗೊಳಿಸಿರುವ ಸುಪ್ರೀಂ ಕೋರ್ಟಿನ ಆದೇಶಕ್ಕೆ ತಿದ್ದುಪಡಿ ತಂದು ಶಿಕ್ಷಕರಿಗೆ ನ್ಯಾಯ ಒದಗಿಸುವಂತೆ ಆಗ್ರಹಿಸಿ ಜನವರಿ 08 ರಂದು ಎಲ್ಲಾ ಶಿಕ್ಷಕರು ಕಪ್ಪುಪಟ್ಟಿ ಧರಿಸಿ ಪ್ರತಿಭಟಿಸಲಿದ್ದಾರೆ. xyxy=(943,199,1113,421)
page-bottom-rule xyxy=(41,2419,1498,2421)
divider xyxy=(937,1234,1472,1236)
masthead xyxy=(41,75,346,117)
mp-portrait-photo xyxy=(754,856,929,1017)
divider xyxy=(937,569,1472,571)
day-text: Thursday xyxy=(807,84,886,105)
headline-siri: ಸಿರಿ ಸಂಭ್ರಮದಲ್ಲಿ ದೀಕ್ಷಾ ಪ್ರಜಾ ಸೇವಕ ಪುರಸ್ಕಾರ ಸಮ್ಮಾನ xyxy=(689,1764,1385,1808)
black-badge-body xyxy=(943,197,1472,529)
black-badge-col2-text: ಈ ಕುರಿತು ಪತ್ರಿಕಾ ಪ್ರಕಟಣೆಯಲ್ಲಿ ತಿಳಿಸಿರುವ ಅವರು, ಶಿಕ್ಷಕರ ಸಂಘಟನೆಗಳ ಆದೇಶದ ವಿರುದ್ಧ ಧ್ವನಿ ಎತ್ತುವಂತೆ ಮನವಿ ಮಾಡಿವೆ. ಈ ಕುರಿತು ಪತ್ರಿಕಾ ಪ್ರಕಟಣೆಯಲ್ಲಿ ತಿಳಿಸಿರುವ ಅವರು, ಶಿಕ್ಷಕರ ಸಂಘಟನೆಗಳ ಆದೇಶದ ವಿರುದ್ಧ ಧ್ವನಿ ಎತ್ತುವಂತೆ ಮನವಿ ಮಾಡಿವೆ. xyxy=(1123,363,1291,491)
headline-bandakunte: ಬಂದಕುಂಟೆ ನಾಗರಾಜಯ್ಯ ಅಗ್ರಪಂಥಿ ಹೋರಾಟಗಾರ xyxy=(66,1877,539,1910)
press-union-group-photo xyxy=(44,196,926,414)
black-badge-col2 xyxy=(1123,197,1291,529)
teacher-leader-portrait-photo xyxy=(1123,197,1292,355)
school-body-2: ತುಮಕೂರು ತಾಲ್ಲೂಕು ಹೊಸಬ್ಬಿಗೆ ಗ್ರಾಮ ಪಂಚಾಯಿತಿ ವ್ಯಾಪ್ತಿಯ ಅರೆಹಳ್ಳಿ ಗ್ರಾಮದ ಸರ್ಕಾರಿ ಹಿರಿಯ ಪ್ರಾಥಮಿಕ ಶಾಲೆಯಲ್ಲಿ ಕ್ಷೇತ್ರ ಸಮನ್ವಯ ಅಧಿಕಾರಿಗಳು ಶಾಲಾ ಶಿಕ್ಷಕರು ಮತ್ತು ಮಕ್ಕಳ ವಿವಿಧ ದರ್ಜೆಯ ಚಟುವಟಿಕೆಗಳನ್ನು ಪರಿಶೀಲಿಸಿದರು. ತುಮಕೂರು ತಾಲ್ಲೂಕು ಹೊಸಬ್ಬಿಗೆ ಗ್ರಾಮ ಪಂಚಾಯಿತಿ ವ್ಯಾಪ್ತಿಯ ಅರೆಹಳ್ಳಿ ಗ್ರಾಮದ ಸರ್ಕಾರಿ ಹಿರಿಯ ಪ್ರಾಥಮಿಕ ಶಾಲೆಯಲ್ಲಿ ಕ್ಷೇತ್ರ ಸಮನ್ವಯ ಅಧಿಕಾರಿಗಳು ಶಾಲಾ ಶಿಕ್ಷಕರು ಮತ್ತು ಮಕ್ಕಳ ವಿವಿಧ ದರ್ಜೆಯ ಚಟುವಟಿಕೆಗಳನ್ನು ಪರಿಶೀಲಿಸಿದರು. xyxy=(44,1426,561,1498)
